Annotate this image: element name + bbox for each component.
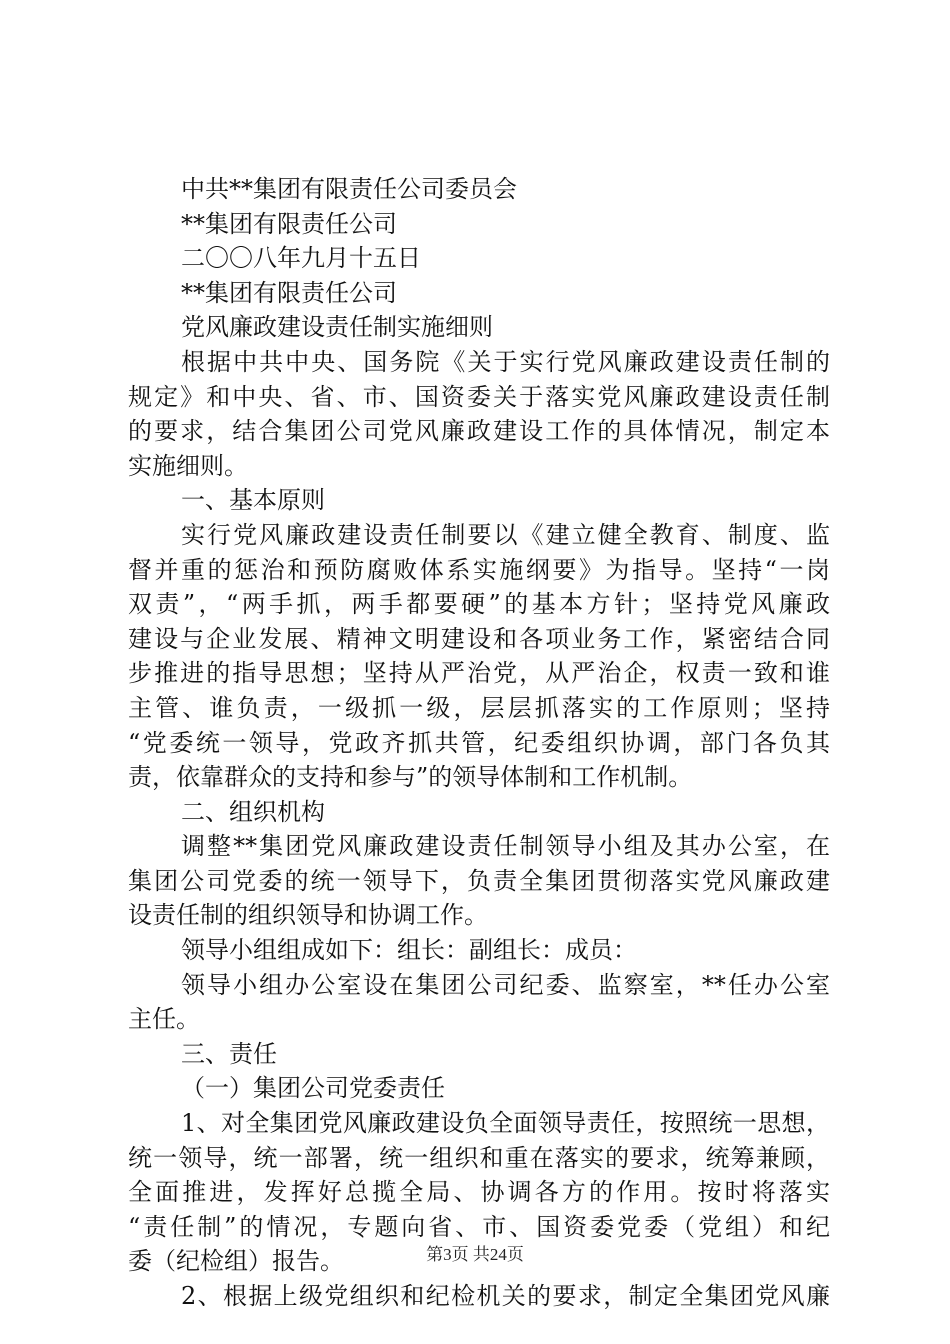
paragraph-line: 建设与企业发展、精神文明建设和各项业务工作，紧密结合同 bbox=[128, 624, 830, 653]
document-body bbox=[128, 172, 830, 1314]
signature-date: 二〇〇八年九月十五日 bbox=[181, 244, 421, 273]
paragraph-line: “责任制”的情况，专题向省、市、国资委党委（党组）和纪 bbox=[128, 1212, 830, 1241]
paragraph-line: 委（纪检组）报告。 bbox=[128, 1247, 344, 1276]
paragraph-line: 领导小组组成如下：组长：副组长：成员： bbox=[181, 936, 637, 965]
paragraph-line: 主管、谁负责，一级抓一级，层层抓落实的工作原则；坚持 bbox=[128, 693, 830, 722]
signature-company: **集团有限责任公司 bbox=[181, 209, 397, 238]
paragraph-line: 主任。 bbox=[128, 1005, 200, 1034]
paragraph-line: 实施细则。 bbox=[128, 451, 248, 480]
paragraph-line: 2、根据上级党组织和纪检机关的要求，制定全集团党风廉 bbox=[181, 1282, 830, 1310]
paragraph-line: 督并重的惩治和预防腐败体系实施纲要》为指导。坚持“一岗 bbox=[128, 555, 830, 584]
subsection-heading: （一）集团公司党委责任 bbox=[181, 1074, 445, 1103]
company-name: **集团有限责任公司 bbox=[181, 278, 397, 307]
paragraph-line: 1、对全集团党风廉政建设负全面领导责任，按照统一思想， bbox=[181, 1109, 830, 1138]
paragraph-line: 全面推进，发挥好总揽全局、协调各方的作用。按时将落实 bbox=[128, 1178, 830, 1207]
paragraph-line: 领导小组办公室设在集团公司纪委、监察室，**任办公室 bbox=[181, 970, 830, 999]
section-heading: 二、组织机构 bbox=[181, 797, 325, 826]
section-heading: 三、责任 bbox=[181, 1039, 277, 1068]
paragraph-line: 调整**集团党风廉政建设责任制领导小组及其办公室，在 bbox=[181, 832, 830, 861]
paragraph-line: 步推进的指导思想；坚持从严治党，从严治企，权责一致和谁 bbox=[128, 659, 830, 688]
paragraph-line: 双责”，“两手抓，两手都要硬”的基本方针；坚持党风廉政 bbox=[128, 590, 830, 619]
paragraph-line: 实行党风廉政建设责任制要以《建立健全教育、制度、监 bbox=[181, 520, 830, 549]
paragraph-line: 责，依靠群众的支持和参与”的领导体制和工作机制。 bbox=[128, 763, 693, 792]
document-title: 党风廉政建设责任制实施细则 bbox=[181, 313, 493, 342]
paragraph-line: 根据中共中央、国务院《关于实行党风廉政建设责任制的 bbox=[181, 347, 830, 376]
paragraph-line: 统一领导，统一部署，统一组织和重在落实的要求，统筹兼顾， bbox=[128, 1143, 830, 1172]
paragraph-line: 集团公司党委的统一领导下，负责全集团贯彻落实党风廉政建 bbox=[128, 866, 830, 895]
section-heading: 一、基本原则 bbox=[181, 486, 325, 515]
paragraph-line: 规定》和中央、省、市、国资委关于落实党风廉政建设责任制 bbox=[128, 382, 830, 411]
page-number-footer: 第3页 共24页 bbox=[426, 1245, 524, 1264]
paragraph-line: 的要求，结合集团公司党风廉政建设工作的具体情况，制定本 bbox=[128, 417, 830, 446]
paragraph-line: 设责任制的组织领导和协调工作。 bbox=[128, 901, 488, 930]
paragraph-line: “党委统一领导，党政齐抓共管，纪委组织协调，部门各负其 bbox=[128, 728, 830, 757]
signature-party-committee: 中共**集团有限责任公司委员会 bbox=[181, 175, 517, 203]
